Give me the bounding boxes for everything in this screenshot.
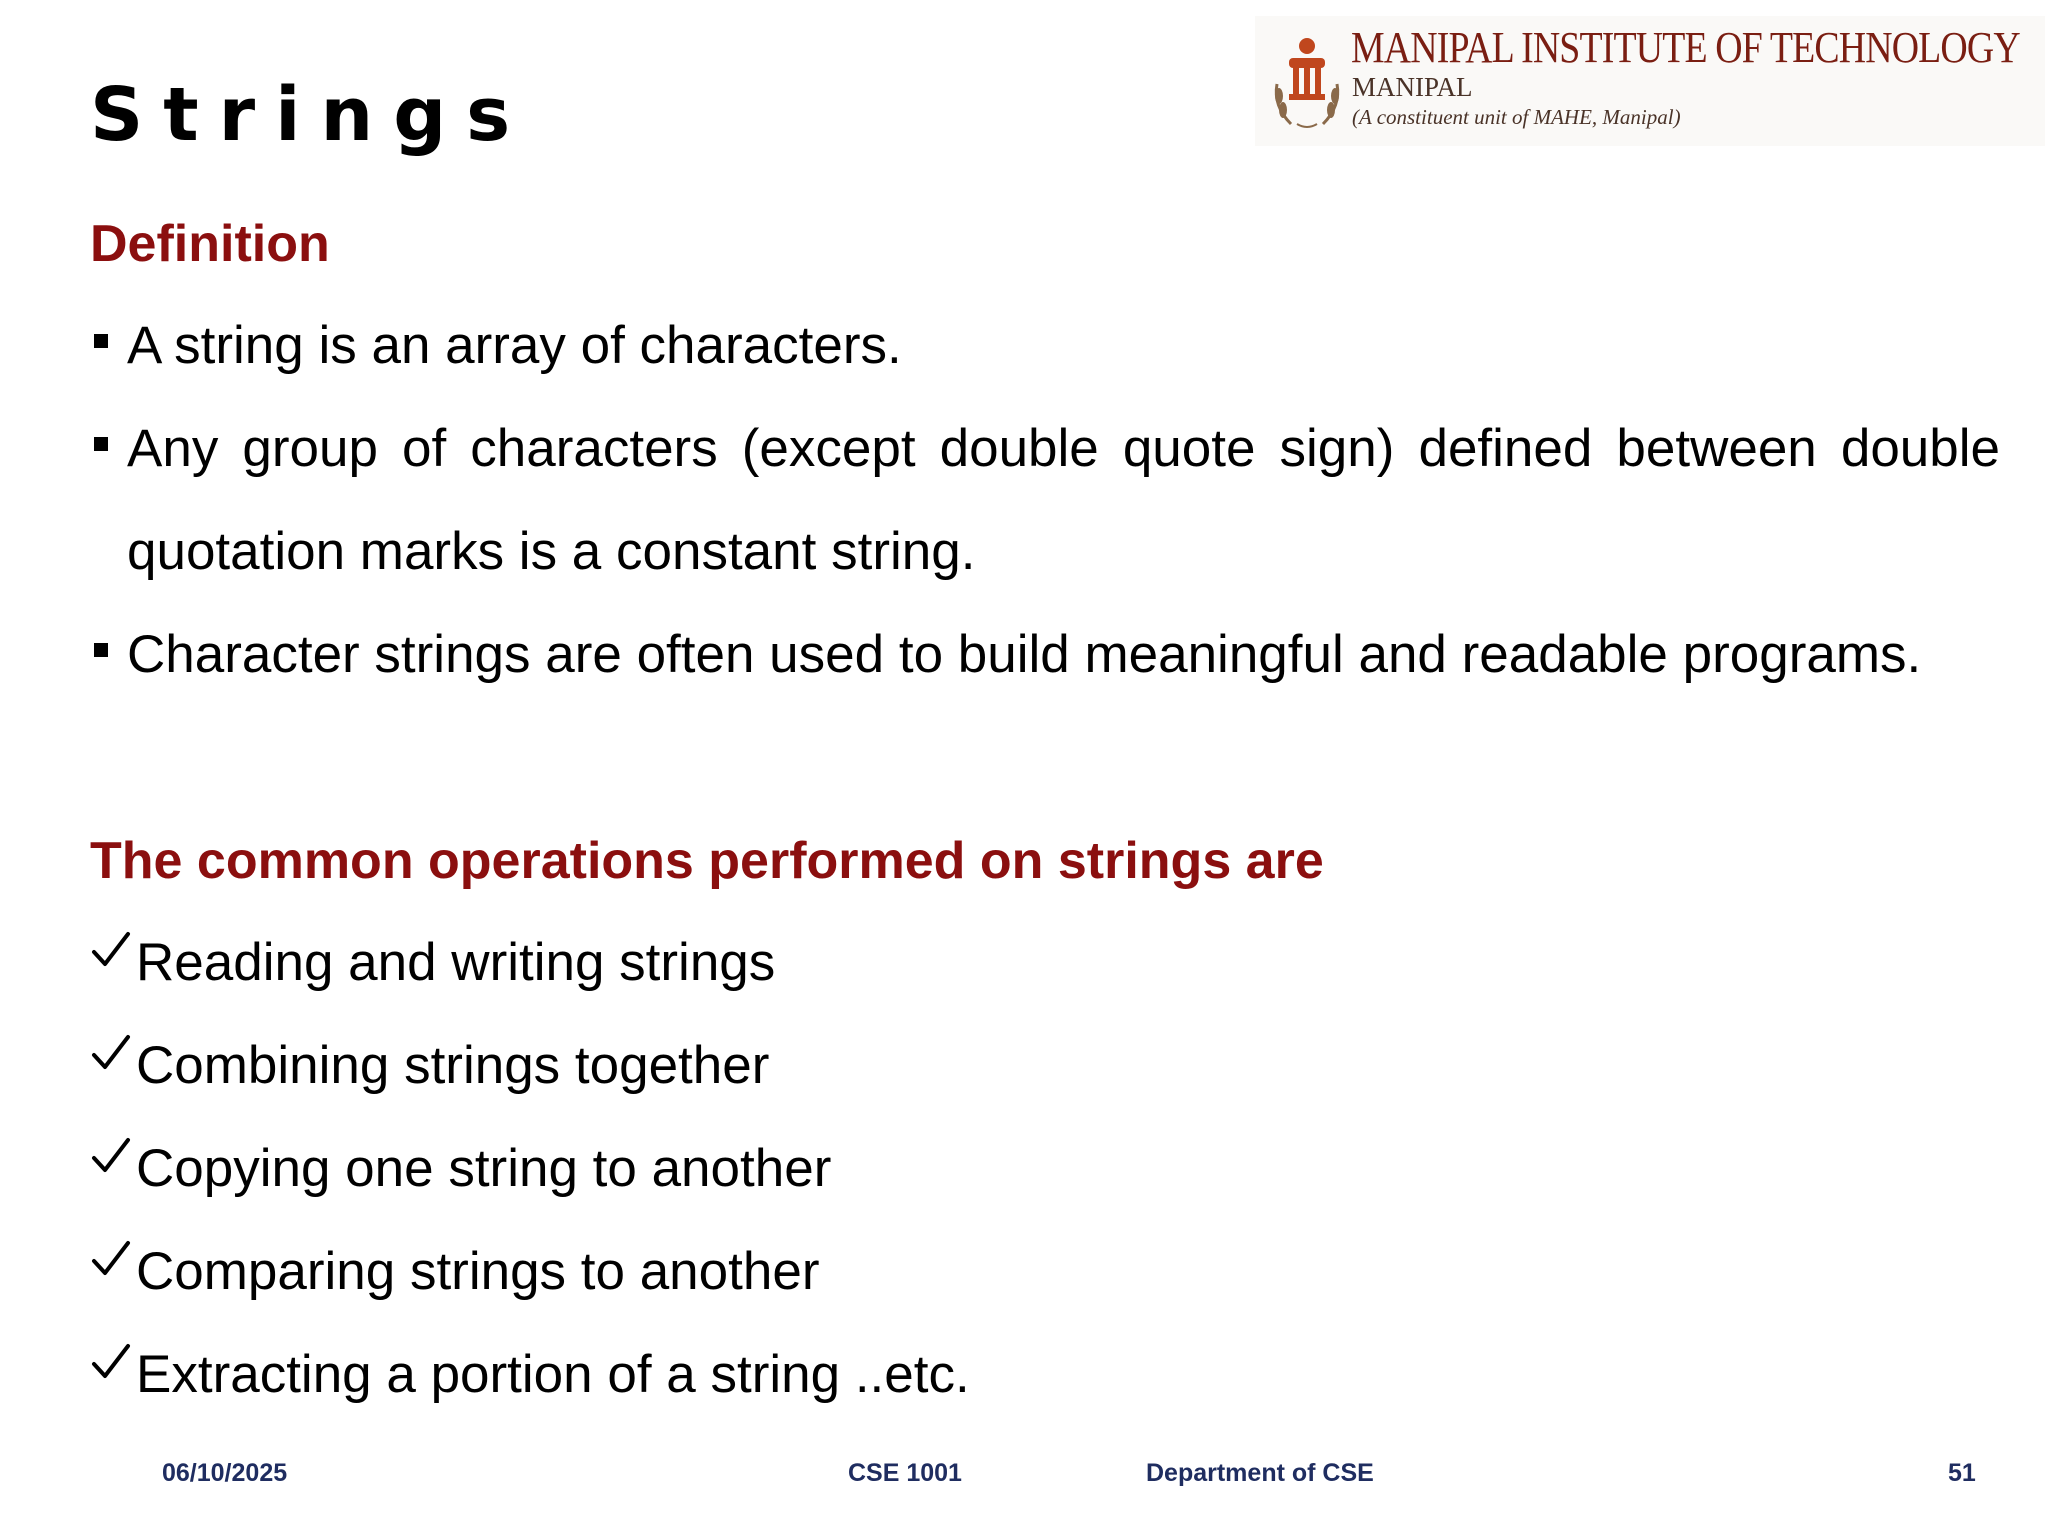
operation-text: Comparing strings to another [136, 1242, 820, 1301]
operation-text: Reading and writing strings [136, 933, 776, 992]
definition-bullet [90, 294, 2000, 397]
square-bullet-icon [94, 437, 108, 451]
footer-department: Department of CSE [1146, 1459, 1374, 1487]
definition-bullet [90, 603, 2000, 706]
institute-note: (A constituent unit of MAHE, Manipal) [1352, 105, 1681, 129]
slide-title: Strings [90, 72, 531, 158]
checkmark-icon [90, 1136, 132, 1176]
operation-item [90, 911, 775, 1014]
operation-text: Extracting a portion of a string ..etc. [136, 1345, 970, 1404]
checkmark-icon [90, 1239, 132, 1279]
institute-logo [1255, 16, 2045, 146]
footer-page-number: 51 [1948, 1459, 1976, 1487]
institute-emblem-icon [1267, 24, 1347, 136]
operations-heading: The common operations performed on strings are [90, 832, 1324, 890]
definition-heading: Definition [90, 215, 330, 273]
institute-place: MANIPAL [1352, 72, 1473, 102]
checkmark-icon [90, 1342, 132, 1382]
footer-course: CSE 1001 [848, 1459, 962, 1487]
footer-date: 06/10/2025 [162, 1459, 288, 1487]
square-bullet-icon [94, 334, 108, 348]
institute-name: MANIPAL INSTITUTE OF TECHNOLOGY [1351, 23, 2020, 72]
operation-item [90, 1323, 970, 1426]
operation-item [90, 1014, 769, 1117]
operation-text: Copying one string to another [136, 1139, 832, 1198]
operation-item [90, 1117, 831, 1220]
bullet-text: Any group of characters (except double quote sign) defined between double quotation marks is a constant string. [127, 419, 2000, 581]
bullet-text: Character strings are often used to build meaningful and readable programs. [127, 625, 1922, 684]
checkmark-icon [90, 1033, 132, 1073]
definition-bullet [90, 397, 2000, 603]
bullet-text: A string is an array of characters. [127, 316, 902, 375]
square-bullet-icon [94, 643, 108, 657]
checkmark-icon [90, 930, 132, 970]
operation-item [90, 1220, 819, 1323]
operation-text: Combining strings together [136, 1036, 770, 1095]
